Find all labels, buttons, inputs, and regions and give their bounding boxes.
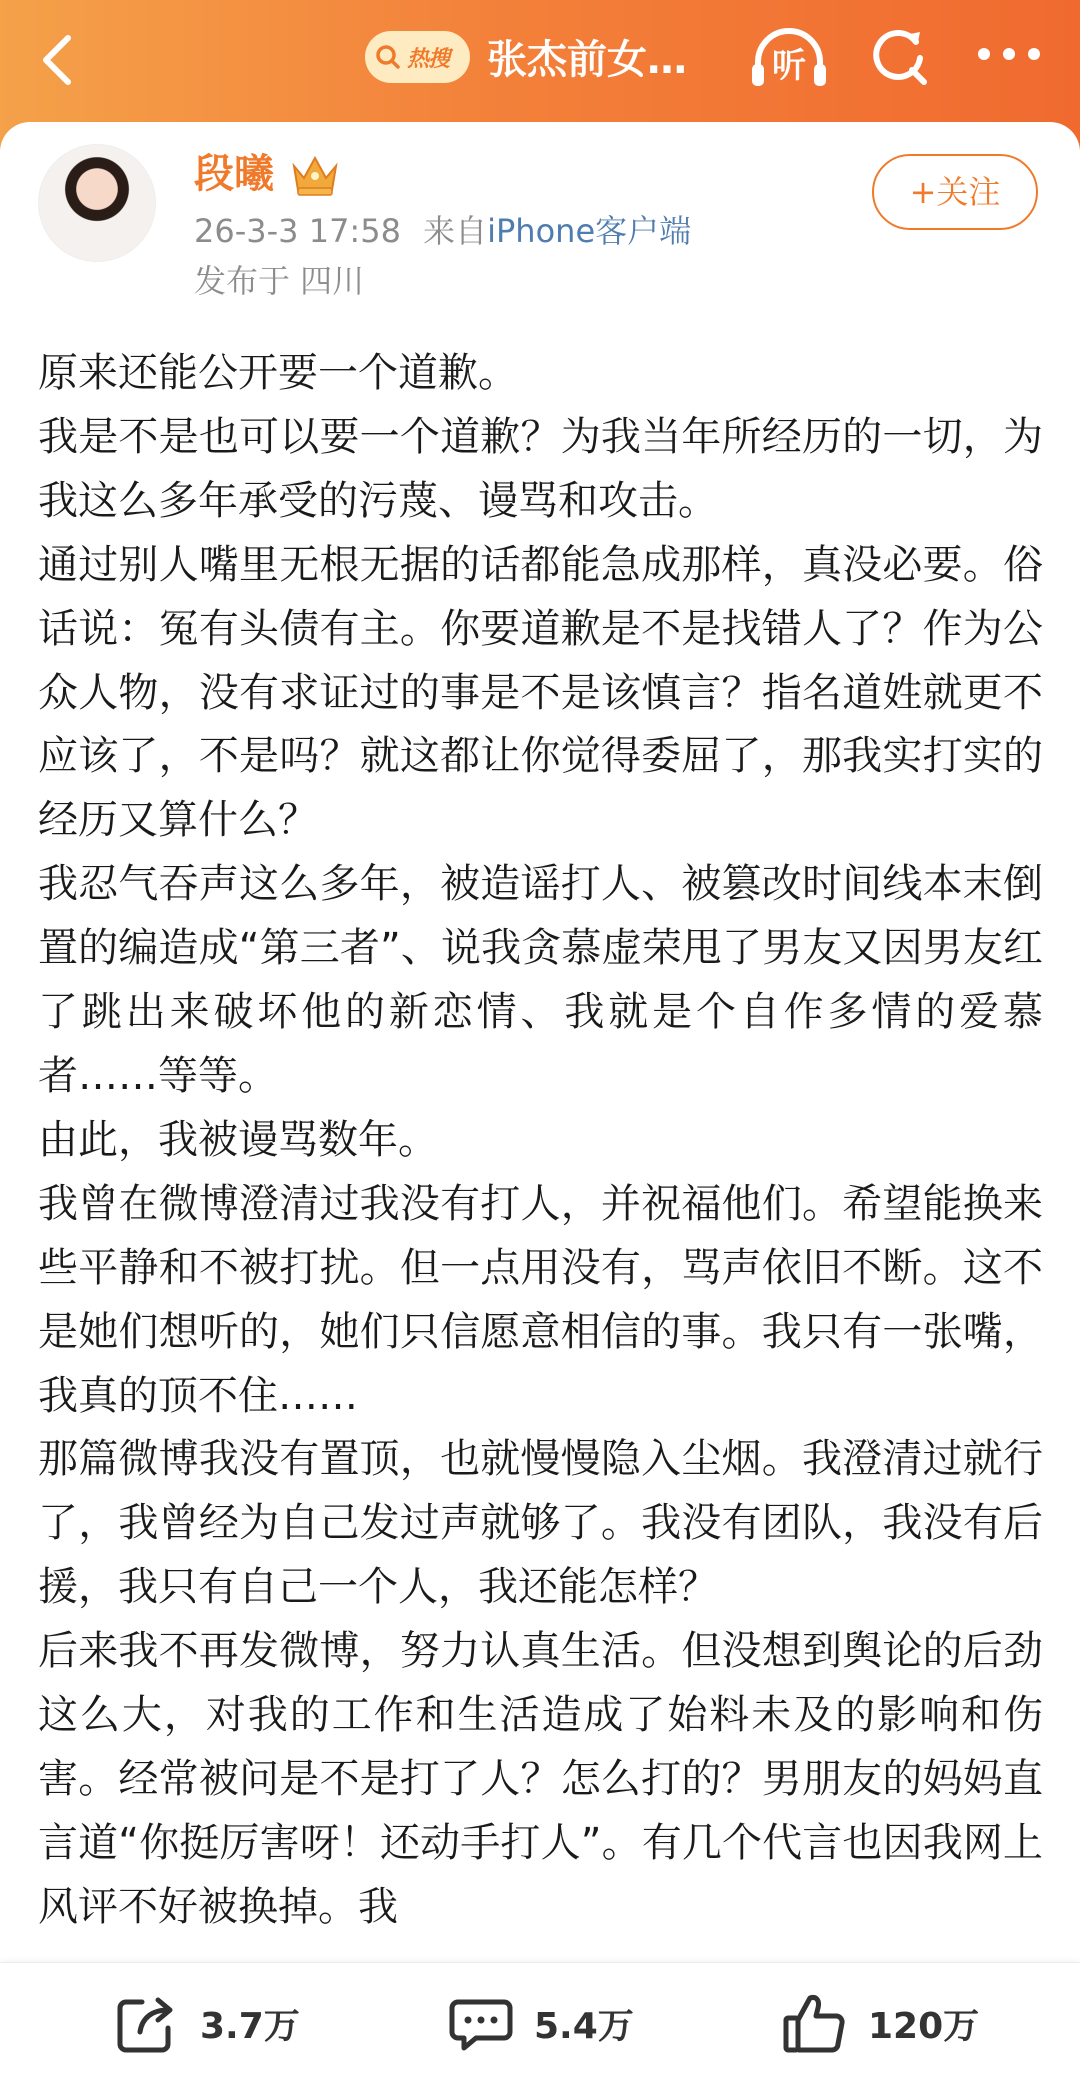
source-prefix: 来自 [423, 212, 488, 250]
post-card [0, 122, 1080, 1962]
follow-button[interactable]: +关注 [872, 154, 1038, 230]
client-link[interactable]: iPhone客户端 [487, 212, 692, 250]
location: 发布于 四川 [194, 262, 365, 300]
post-body [38, 342, 1043, 1952]
post-meta [194, 210, 691, 252]
share-button[interactable] [112, 1963, 300, 2083]
search-icon [373, 42, 403, 72]
post-paragraph: 由此，我被谩骂数年。 [38, 1116, 438, 1163]
share-icon [112, 1988, 182, 2058]
comment-count: 5.4万 [534, 2005, 634, 2047]
search-button[interactable] [864, 22, 934, 92]
comment-icon [446, 1988, 516, 2058]
topic-title[interactable]: 张杰前女… [487, 37, 687, 83]
more-button[interactable] [974, 34, 1044, 74]
thumbs-up-icon [780, 1988, 850, 2058]
more-dots-icon [974, 34, 1044, 74]
share-count: 3.7万 [200, 2005, 300, 2047]
crown-icon [290, 152, 340, 198]
post-paragraph: 通过别人嘴里无根无据的话都能急成那样，真没必要。俗话说：冤有头债有主。你要道歉是不是找错人了？作为公众人物，没有求证过的事是不是该慎言？指名道姓就更不应该了，不是吗？就这都让你觉得委屈了，那我实打实的经历又算什么？ [38, 541, 1043, 844]
post-paragraph: 我是不是也可以要一个道歉？为我当年所经历的一切，为我这么多年承受的污蔑、谩骂和攻击。 [38, 413, 1043, 524]
comment-button[interactable] [446, 1963, 634, 2083]
post-paragraph: 那篇微博我没有置顶，也就慢慢隐入尘烟。我澄清过就行了，我曾经为自己发过声就够了。我没有团队，我没有后援，我只有自己一个人，我还能怎样？ [38, 1436, 1043, 1611]
post-paragraph: 后来我不再发微博，努力认真生活。但没想到舆论的后劲这么大，对我的工作和生活造成了始料未及的影响和伤害。经常被问是不是打了人？怎么打的？男朋友的妈妈直言道“你挺厉害呀！还动手打人”。有几个代言也因我网上风评不好被换掉。我 [38, 1628, 1043, 1930]
like-count: 120万 [868, 2005, 980, 2047]
back-button[interactable] [26, 24, 98, 96]
back-arrow-icon [26, 24, 98, 96]
post-paragraph: 原来还能公开要一个道歉。 [38, 350, 518, 396]
search-refresh-icon [864, 22, 934, 92]
avatar[interactable] [38, 144, 156, 262]
action-bar [0, 1962, 1080, 2083]
post-paragraph: 我忍气吞声这么多年，被造谣打人、被篡改时间线本末倒置的编造成“第三者”、说我贪慕虚荣甩了男友又因男友红了跳出来破坏他的新恋情、我就是个自作多情的爱慕者……等等。 [38, 861, 1043, 1099]
hot-search-tag: 热搜 [407, 46, 450, 72]
hot-search-badge[interactable] [365, 31, 470, 83]
username[interactable]: 段曦 [194, 151, 274, 197]
listen-label: 听 [772, 46, 806, 86]
timestamp: 26-3-3 17:58 [194, 212, 401, 250]
listen-button[interactable] [748, 24, 830, 92]
post-paragraph: 我曾在微博澄清过我没有打人，并祝福他们。希望能换来些平静和不被打扰。但一点用没有，骂声依旧不断。这不是她们想听的，她们只信愿意相信的事。我只有一张嘴，我真的顶不住…… [38, 1180, 1043, 1419]
like-button[interactable] [780, 1963, 979, 2083]
